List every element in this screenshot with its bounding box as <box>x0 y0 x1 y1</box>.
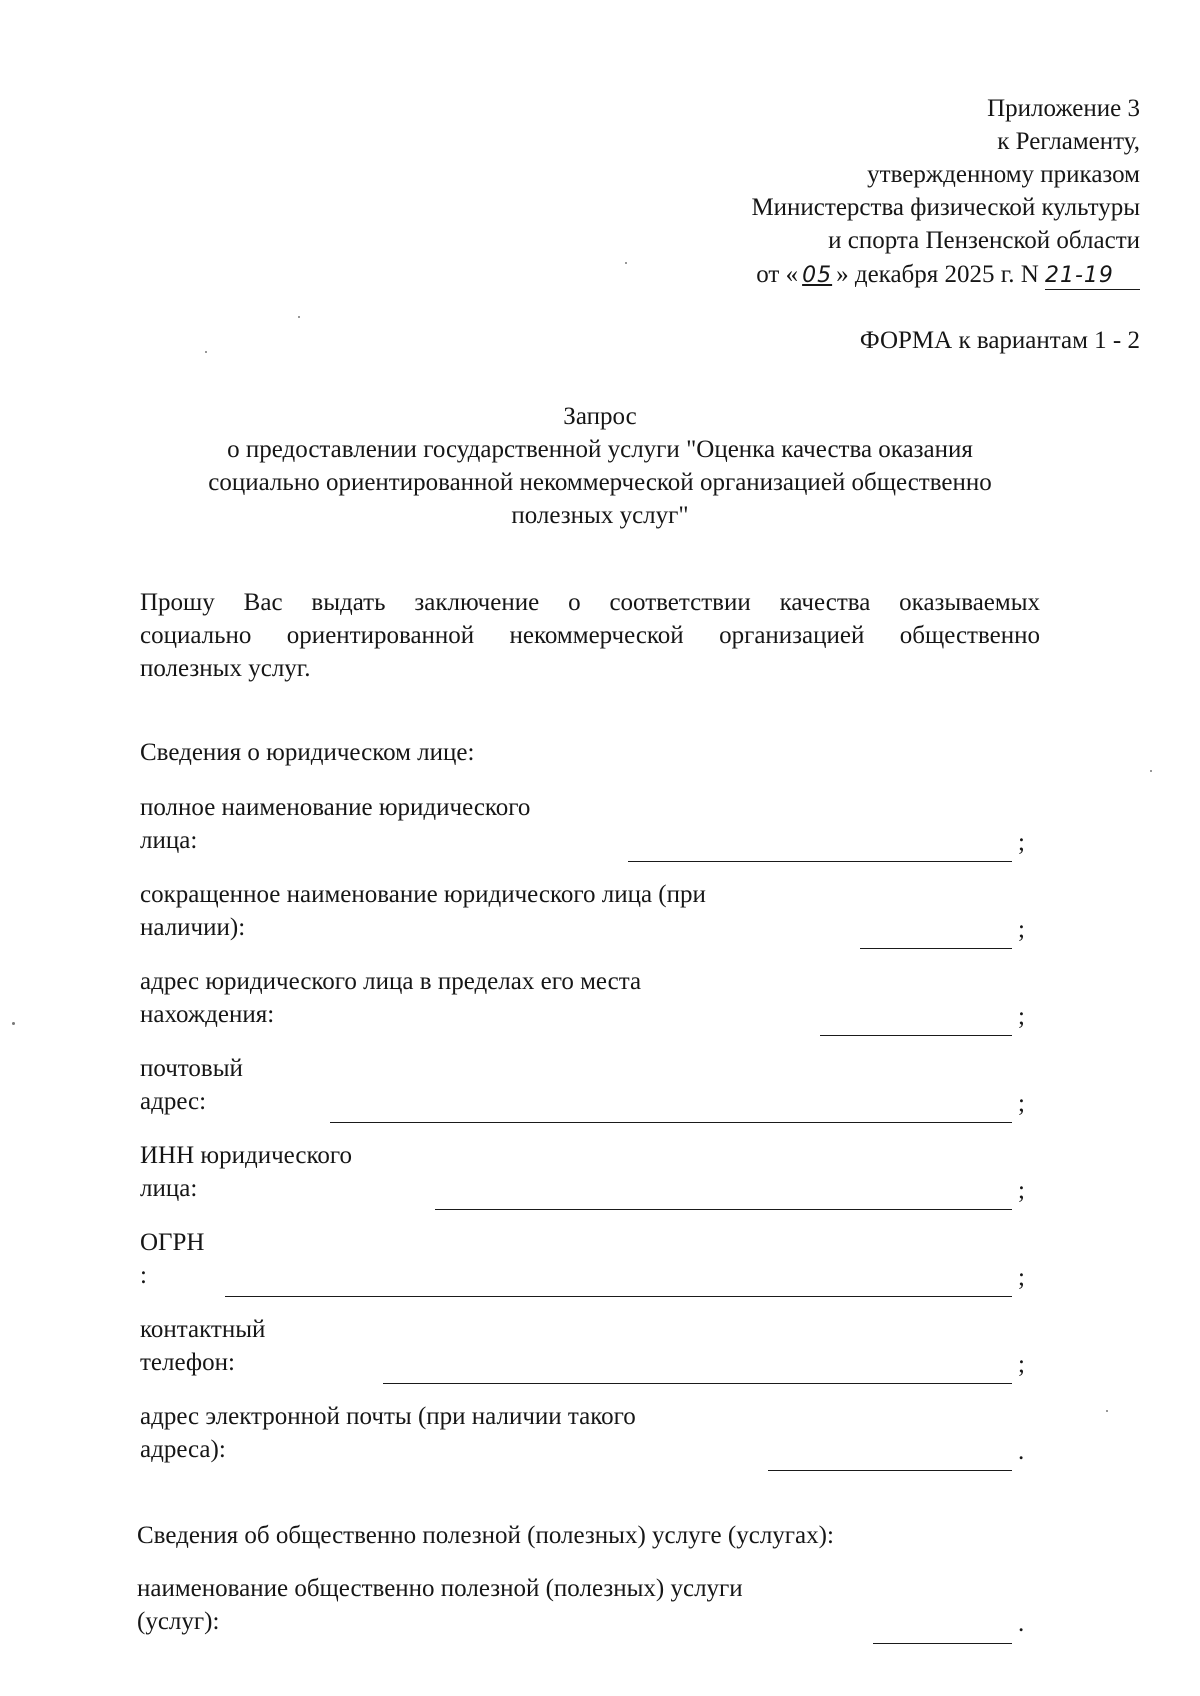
form-label: ФОРМА к вариантам 1 - 2 <box>859 327 1140 354</box>
field-ogrn-end: ; <box>1018 1264 1025 1291</box>
scan-speck <box>205 351 207 353</box>
ministry-region: и спорта Пензенской области <box>828 227 1140 254</box>
field-email-label-cont: адреса): <box>140 1436 226 1463</box>
request-subtitle-line3: полезных услуг" <box>511 502 689 529</box>
field-full-name-end: ; <box>1018 829 1025 856</box>
scan-speck <box>1150 770 1152 772</box>
field-service-name-label: наименование общественно полезной (полезных) услуги <box>137 1575 743 1602</box>
handwritten-order-number: 21-19 <box>1045 263 1140 290</box>
date-middle: » декабря 2025 г. N <box>836 261 1045 288</box>
request-title: Запрос <box>563 403 637 430</box>
field-address-label-cont: нахождения: <box>140 1001 275 1028</box>
field-short-name-label-cont: наличии): <box>140 914 246 941</box>
ogrn-input-line[interactable] <box>225 1296 1012 1297</box>
field-full-name-label: полное наименование юридического <box>140 794 531 821</box>
phone-input-line[interactable] <box>383 1383 1012 1384</box>
short-name-input-line[interactable] <box>860 948 1012 949</box>
appendix-number: Приложение 3 <box>987 95 1140 122</box>
field-address-end: ; <box>1018 1003 1025 1030</box>
field-postal-label-cont: адрес: <box>140 1088 207 1115</box>
request-subtitle-line1: о предоставлении государственной услуги "Оценка качества оказания <box>227 436 973 463</box>
field-ogrn-label: ОГРН <box>140 1229 205 1256</box>
legal-entity-heading: Сведения о юридическом лице: <box>140 739 475 766</box>
order-date-line <box>756 258 1140 292</box>
handwritten-day: 05 <box>802 263 833 288</box>
email-input-line[interactable] <box>768 1470 1012 1471</box>
field-service-name-end: . <box>1018 1610 1025 1637</box>
request-subtitle-line2: социально ориентированной некоммерческой организацией общественно <box>208 469 992 496</box>
request-text-line3: полезных услуг. <box>140 655 311 682</box>
field-inn-label: ИНН юридического <box>140 1142 352 1169</box>
field-phone-end: ; <box>1018 1351 1025 1378</box>
field-postal-end: ; <box>1018 1090 1025 1117</box>
scan-speck <box>1106 1410 1108 1412</box>
date-prefix: от « <box>756 261 799 288</box>
field-phone-label: контактный <box>140 1316 266 1343</box>
field-ogrn-label-cont: : <box>140 1262 147 1289</box>
scan-speck <box>12 1022 15 1025</box>
field-inn-end: ; <box>1018 1177 1025 1204</box>
ministry-name: Министерства физической культуры <box>751 194 1140 221</box>
field-short-name-end: ; <box>1018 916 1025 943</box>
field-service-name-label-cont: (услуг): <box>137 1608 220 1635</box>
field-email-label: адрес электронной почты (при наличии такого <box>140 1403 636 1430</box>
inn-input-line[interactable] <box>435 1209 1012 1210</box>
service-heading: Сведения об общественно полезной (полезных) услуге (услугах): <box>137 1522 834 1549</box>
field-inn-label-cont: лица: <box>140 1175 198 1202</box>
field-email-end: . <box>1018 1438 1025 1465</box>
regulation-reference: к Регламенту, <box>997 128 1140 155</box>
request-text-line1: Прошу Вас выдать заключение о соответствии качества оказываемых <box>140 589 1040 616</box>
field-short-name-label: сокращенное наименование юридического лица (при <box>140 881 706 908</box>
field-address-label: адрес юридического лица в пределах его места <box>140 968 642 995</box>
full-name-input-line[interactable] <box>628 861 1012 862</box>
field-postal-label: почтовый <box>140 1055 243 1082</box>
address-input-line[interactable] <box>820 1035 1012 1036</box>
scan-speck <box>298 316 300 318</box>
field-phone-label-cont: телефон: <box>140 1349 235 1376</box>
field-full-name-label-cont: лица: <box>140 827 198 854</box>
scan-speck <box>625 262 627 264</box>
service-name-input-line[interactable] <box>873 1643 1012 1644</box>
approved-by-order: утвержденному приказом <box>867 161 1140 188</box>
postal-address-input-line[interactable] <box>330 1122 1012 1123</box>
request-text-line2: социально ориентированной некоммерческой организацией общественно <box>140 622 1040 649</box>
